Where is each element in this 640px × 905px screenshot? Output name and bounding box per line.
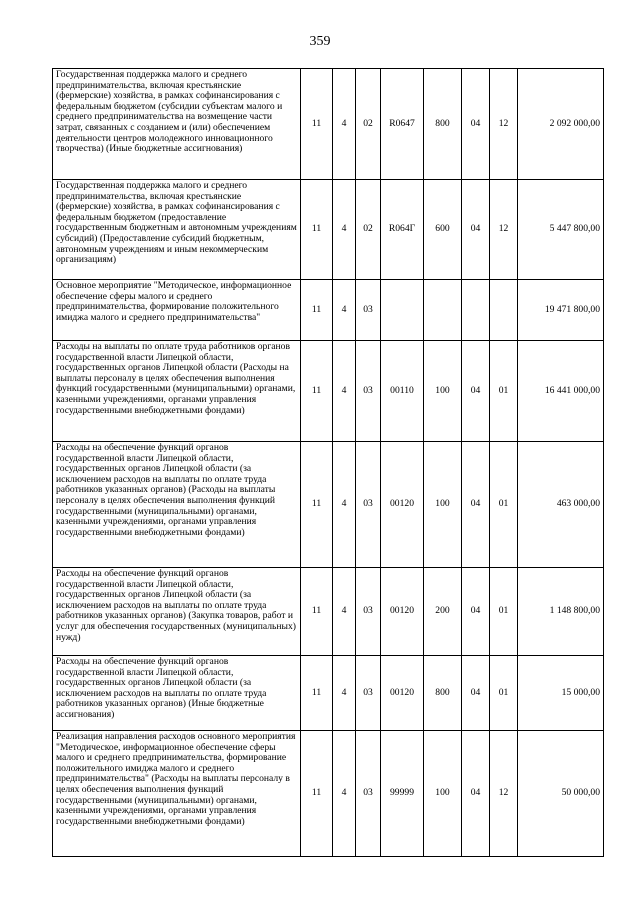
cell-expense-type: 800 bbox=[424, 69, 462, 180]
cell-event: 03 bbox=[356, 656, 381, 731]
cell-subprogram: 4 bbox=[333, 656, 356, 731]
cell-program: 11 bbox=[301, 442, 333, 568]
cell-event: 02 bbox=[356, 69, 381, 180]
row-description: Расходы на обеспечение функций органов государственной власти Липецкой области, государственных органов Липецкой области (за исключением расходов на выплаты по оплате труда работников указанных органов) (Иные бюджетные ассигнования) bbox=[53, 656, 301, 731]
cell-event: 03 bbox=[356, 731, 381, 857]
cell-amount: 16 441 000,00 bbox=[518, 341, 604, 442]
table-row bbox=[53, 69, 604, 180]
cell-amount: 463 000,00 bbox=[518, 442, 604, 568]
cell-direction bbox=[381, 280, 424, 341]
cell-program: 11 bbox=[301, 69, 333, 180]
cell-section: 04 bbox=[462, 731, 490, 857]
table-row bbox=[53, 656, 604, 731]
cell-amount: 5 447 800,00 bbox=[518, 180, 604, 280]
cell-section: 04 bbox=[462, 568, 490, 656]
budget-table bbox=[52, 68, 604, 857]
cell-event: 03 bbox=[356, 341, 381, 442]
cell-subsection bbox=[490, 280, 518, 341]
cell-section bbox=[462, 280, 490, 341]
page-number: 359 bbox=[309, 34, 331, 49]
cell-amount: 1 148 800,00 bbox=[518, 568, 604, 656]
cell-subsection: 01 bbox=[490, 341, 518, 442]
cell-event: 03 bbox=[356, 280, 381, 341]
cell-program: 11 bbox=[301, 280, 333, 341]
cell-section: 04 bbox=[462, 180, 490, 280]
table-row bbox=[53, 341, 604, 442]
table-row bbox=[53, 180, 604, 280]
cell-expense-type: 800 bbox=[424, 656, 462, 731]
cell-direction: R064Г bbox=[381, 180, 424, 280]
cell-subprogram: 4 bbox=[333, 280, 356, 341]
cell-amount: 19 471 800,00 bbox=[518, 280, 604, 341]
cell-subsection: 12 bbox=[490, 180, 518, 280]
cell-direction: 00110 bbox=[381, 341, 424, 442]
cell-amount: 50 000,00 bbox=[518, 731, 604, 857]
cell-section: 04 bbox=[462, 341, 490, 442]
cell-subprogram: 4 bbox=[333, 180, 356, 280]
row-description: Реализация направления расходов основного мероприятия "Методическое, информационное обеспечение сферы малого и среднего предпринимательства, формирование положительного имиджа малого и среднего предпринимательства" (Расходы на выплаты персоналу в целях обеспечения выполнения функций государственными (муниципальными) органами, казенными учреждениями, органами управления государственными внебюджетными фондами) bbox=[53, 731, 301, 857]
cell-amount: 15 000,00 bbox=[518, 656, 604, 731]
cell-program: 11 bbox=[301, 568, 333, 656]
cell-expense-type: 200 bbox=[424, 568, 462, 656]
table-row bbox=[53, 442, 604, 568]
cell-expense-type: 600 bbox=[424, 180, 462, 280]
cell-subsection: 12 bbox=[490, 69, 518, 180]
cell-expense-type: 100 bbox=[424, 341, 462, 442]
cell-program: 11 bbox=[301, 731, 333, 857]
cell-direction: 00120 bbox=[381, 442, 424, 568]
cell-subprogram: 4 bbox=[333, 568, 356, 656]
table-row bbox=[53, 731, 604, 857]
row-description: Расходы на выплаты по оплате труда работников органов государственной власти Липецкой области, государственных органов Липецкой области (Расходы на выплаты персоналу в целях обеспечения выполнения функций государственными (муниципальными) органами, казенными учреждениями, органами управления государственными внебюджетными фондами) bbox=[53, 341, 301, 442]
cell-direction: 00120 bbox=[381, 568, 424, 656]
cell-section: 04 bbox=[462, 656, 490, 731]
cell-subsection: 12 bbox=[490, 731, 518, 857]
table-row bbox=[53, 280, 604, 341]
cell-subprogram: 4 bbox=[333, 442, 356, 568]
cell-direction: 99999 bbox=[381, 731, 424, 857]
cell-subprogram: 4 bbox=[333, 731, 356, 857]
cell-subsection: 01 bbox=[490, 568, 518, 656]
cell-amount: 2 092 000,00 bbox=[518, 69, 604, 180]
cell-section: 04 bbox=[462, 69, 490, 180]
row-description: Основное мероприятие "Методическое, информационное обеспечение сферы малого и среднего предпринимательства, формирование положительного имиджа малого и среднего предпринимательства" bbox=[53, 280, 301, 341]
cell-subsection: 01 bbox=[490, 656, 518, 731]
cell-expense-type: 100 bbox=[424, 442, 462, 568]
cell-subsection: 01 bbox=[490, 442, 518, 568]
cell-subprogram: 4 bbox=[333, 341, 356, 442]
table-row bbox=[53, 568, 604, 656]
cell-event: 02 bbox=[356, 180, 381, 280]
row-description: Государственная поддержка малого и среднего предпринимательства, включая крестьянские (фермерские) хозяйства, в рамках софинансирования с федеральным бюджетом (субсидии субъектам малого и среднего предпринимательства на возмещение части затрат, связанных с созданием и (или) обеспечением деятельности центров молодежного инновационного творчества) (Иные бюджетные ассигнования) bbox=[53, 69, 301, 180]
cell-program: 11 bbox=[301, 341, 333, 442]
row-description: Государственная поддержка малого и среднего предпринимательства, включая крестьянские (фермерские) хозяйства, в рамках софинансирования с федеральным бюджетом (предоставление государственным бюджетным и автономным учреждениям субсидий) (Предоставление субсидий бюджетным, автономным учреждениям и иным некоммерческим организациям) bbox=[53, 180, 301, 280]
cell-event: 03 bbox=[356, 568, 381, 656]
row-description: Расходы на обеспечение функций органов государственной власти Липецкой области, государственных органов Липецкой области (за исключением расходов на выплаты по оплате труда работников указанных органов) (Расходы на выплаты персоналу в целях обеспечения выполнения функций государственными (муниципальными) органами, казенными учреждениями, органами управления государственными внебюджетными фондами) bbox=[53, 442, 301, 568]
cell-program: 11 bbox=[301, 180, 333, 280]
cell-expense-type bbox=[424, 280, 462, 341]
cell-event: 03 bbox=[356, 442, 381, 568]
row-description: Расходы на обеспечение функций органов государственной власти Липецкой области, государственных органов Липецкой области (за исключением расходов на выплаты по оплате труда работников указанных органов) (Закупка товаров, работ и услуг для обеспечения государственных (муниципальных) нужд) bbox=[53, 568, 301, 656]
cell-program: 11 bbox=[301, 656, 333, 731]
cell-section: 04 bbox=[462, 442, 490, 568]
cell-direction: 00120 bbox=[381, 656, 424, 731]
cell-subprogram: 4 bbox=[333, 69, 356, 180]
cell-direction: R0647 bbox=[381, 69, 424, 180]
cell-expense-type: 100 bbox=[424, 731, 462, 857]
